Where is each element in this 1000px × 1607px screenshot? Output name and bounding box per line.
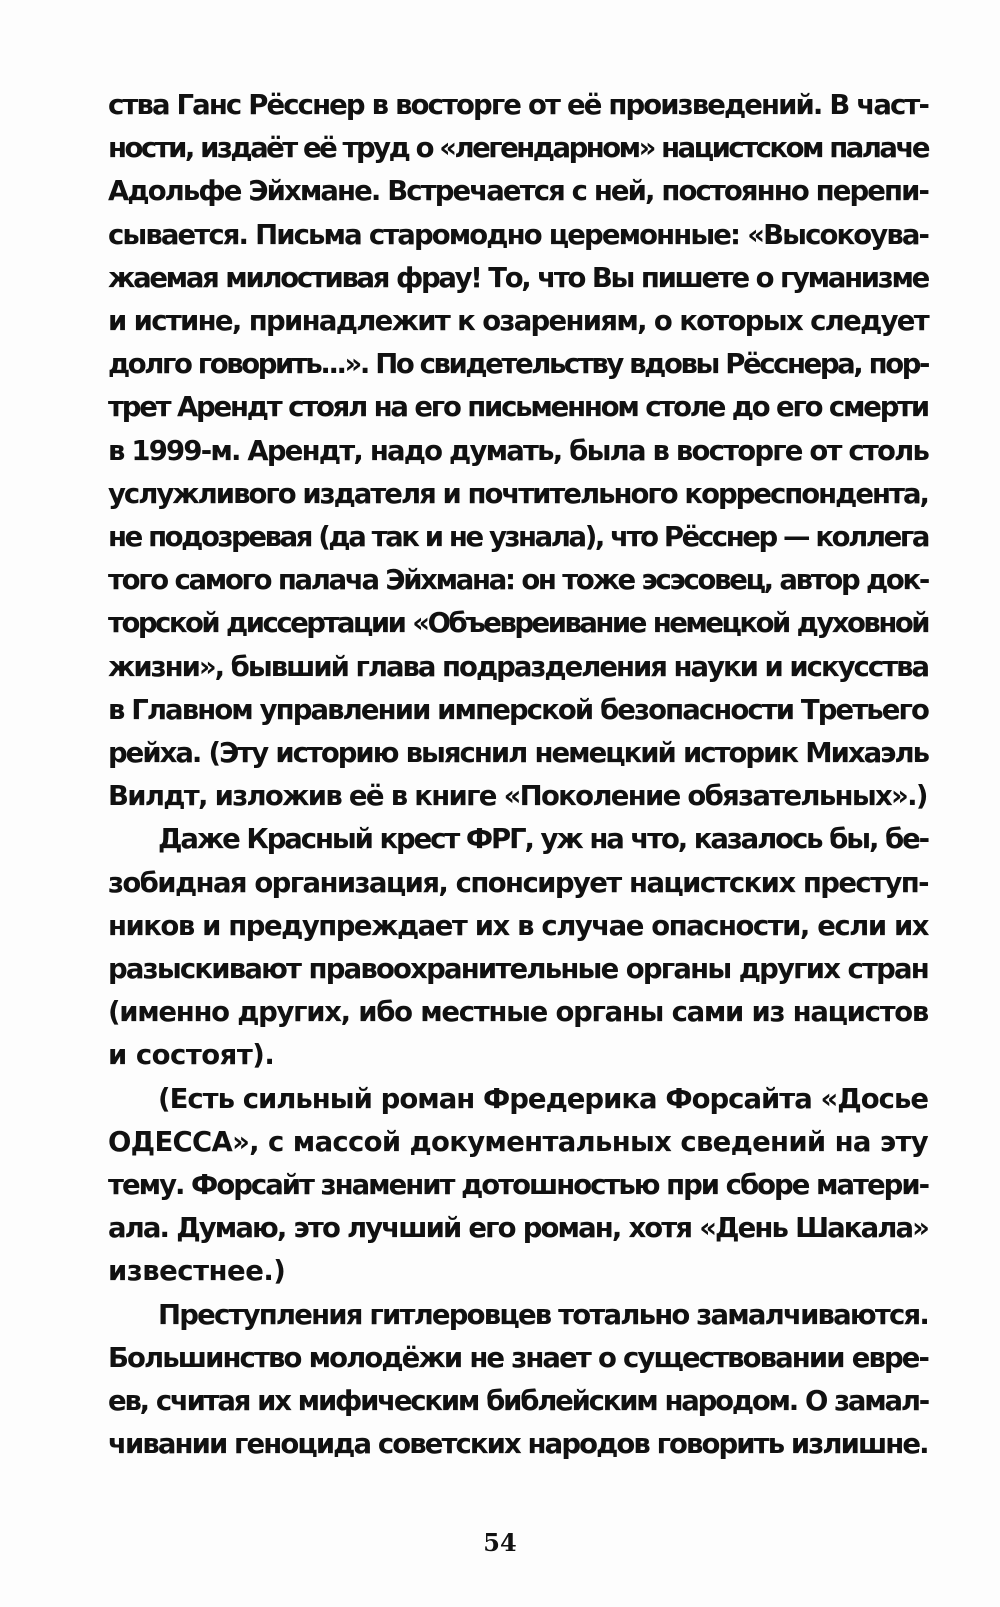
paragraph: [108, 818, 928, 1077]
text-line: рейха. (Эту историю выяснил немецкий историк Михаэль: [108, 737, 928, 770]
text-line: ОДЕССА», с массой документальных сведений на эту: [108, 1125, 928, 1158]
text-line: (Есть сильный роман Фредерика Форсайта «Досье: [158, 1082, 928, 1115]
text-line: услужливого издателя и почтительного корреспондента,: [108, 477, 928, 510]
text-line: ала. Думаю, это лучший его роман, хотя «День Шакала»: [108, 1212, 928, 1245]
text-line: зобидная организация, спонсирует нацистских преступ-: [108, 866, 928, 899]
text-line: в Главном управлении имперской безопасности Третьего: [108, 693, 928, 726]
text-line: сывается. Письма старомодно церемонные: «Высокоува-: [108, 218, 928, 251]
text-line: Преступления гитлеровцев тотально замалчиваются.: [158, 1298, 928, 1331]
body-text: [108, 84, 928, 1467]
text-line: и состоят).: [108, 1039, 275, 1072]
text-line: торской диссертации «Объевреивание немецкой духовной: [108, 607, 928, 640]
paragraph: [108, 1294, 928, 1467]
text-line: Вилдт, изложив её в книге «Поколение обязательных».): [108, 780, 927, 813]
text-line: долго говорить...». По свидетельству вдовы Рёсснера, пор-: [108, 348, 928, 381]
paragraph: [108, 84, 928, 818]
text-line: Большинство молодёжи не знает о существовании евре-: [108, 1341, 928, 1374]
text-line: жизни», бывший глава подразделения науки и искусства: [108, 650, 929, 683]
text-line: Даже Красный крест ФРГ, уж на что, казалось бы, бе-: [158, 823, 928, 856]
text-line: не подозревая (да так и не узнала), что Рёсснер — коллега: [108, 521, 928, 554]
text-line: ев, считая их мифическим библейским народом. О замал-: [108, 1385, 928, 1418]
text-line: ности, издаёт её труд о «легендарном» нацистском палаче: [108, 132, 928, 165]
text-line: (именно других, ибо местные органы сами из нацистов: [108, 996, 928, 1029]
text-line: жаемая милостивая фрау! То, что Вы пишете о гуманизме: [108, 261, 928, 294]
text-line: известнее.): [108, 1255, 286, 1288]
page-number: 54: [483, 1528, 517, 1557]
text-line: чивании геноцида советских народов говорить излишне.: [108, 1428, 928, 1461]
text-line: тему. Форсайт знаменит дотошностью при сборе матери-: [108, 1169, 928, 1202]
text-line: Адольфе Эйхмане. Встречается с ней, постоянно перепи-: [108, 175, 928, 208]
text-line: ников и предупреждает их в случае опасности, если их: [108, 909, 928, 942]
text-line: ства Ганс Рёсснер в восторге от её произведений. В част-: [108, 89, 928, 121]
paragraph: [108, 1078, 928, 1294]
text-line: и истине, принадлежит к озарениям, о которых следует: [108, 305, 928, 338]
text-line: трет Арендт стоял на его письменном столе до его смерти: [108, 391, 928, 424]
text-line: того самого палача Эйхмана: он тоже эсэсовец, автор док-: [108, 564, 928, 597]
text-line: в 1999-м. Арендт, надо думать, была в восторге от столь: [108, 434, 929, 467]
text-line: разыскивают правоохранительные органы других стран: [108, 953, 928, 986]
